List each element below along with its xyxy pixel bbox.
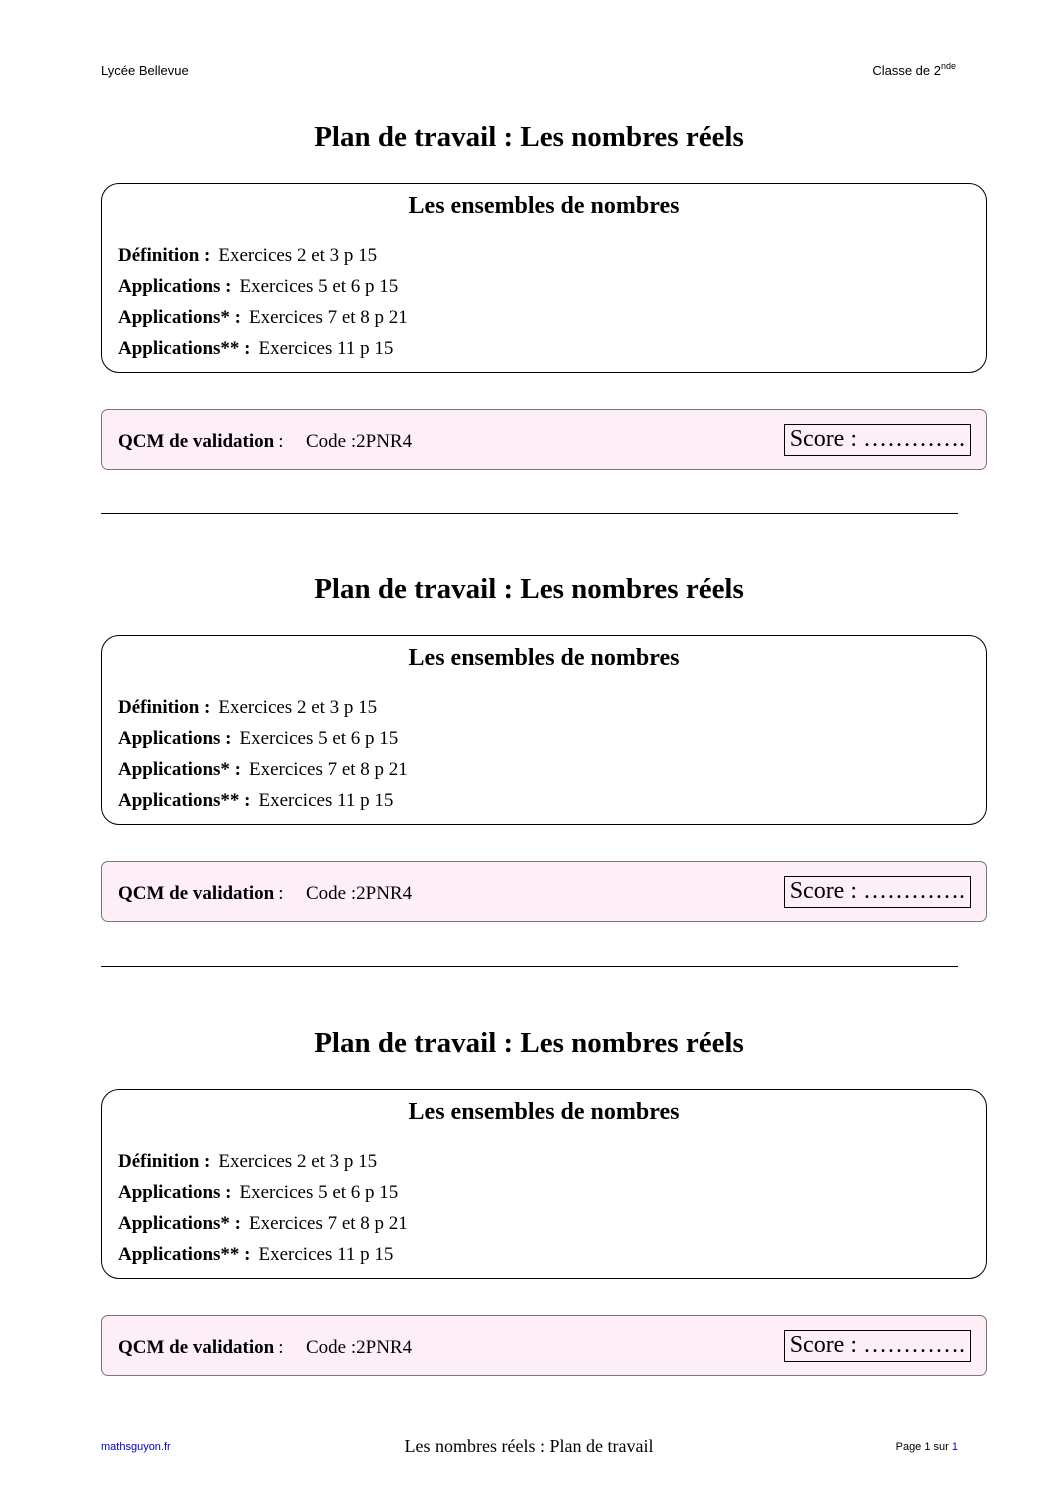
section-title: Plan de travail : Les nombres réels — [314, 573, 744, 605]
row-label: Applications** : — [118, 1244, 251, 1265]
qcm-label-text: QCM de validation — [118, 1337, 275, 1358]
exercise-row-definition — [118, 1151, 377, 1173]
exercise-box — [101, 183, 987, 373]
row-text: Exercices 7 et 8 p 21 — [249, 1213, 408, 1234]
box-title: Les ensembles de nombres — [408, 1099, 680, 1125]
qcm-code: Code :2PNR4 — [306, 1337, 413, 1358]
score-field: Score : …………. — [784, 424, 971, 456]
row-label: Définition : — [118, 1151, 211, 1172]
row-label: Applications : — [118, 276, 232, 297]
qcm-label — [118, 883, 284, 905]
qcm-label — [118, 431, 284, 453]
page-total: 1 — [951, 1441, 958, 1453]
row-text: Exercices 2 et 3 p 15 — [218, 245, 378, 266]
exercise-box — [101, 1089, 987, 1279]
exercise-box — [101, 635, 987, 825]
qcm-label — [118, 1337, 284, 1359]
qcm-colon: : — [278, 431, 284, 452]
box-title: Les ensembles de nombres — [408, 193, 680, 219]
row-text: Exercices 2 et 3 p 15 — [218, 1151, 378, 1172]
school-name: Lycée Bellevue — [101, 63, 189, 78]
row-text: Exercices 2 et 3 p 15 — [218, 697, 378, 718]
box-title: Les ensembles de nombres — [408, 645, 680, 671]
qcm-validation-box — [101, 409, 987, 470]
footer-site-link[interactable]: mathsguyon.fr — [101, 1441, 171, 1453]
class-level-sup: nde — [940, 61, 956, 71]
exercise-row-applications-1star — [118, 307, 408, 329]
row-label: Applications** : — [118, 790, 251, 811]
exercise-row-applications-1star — [118, 759, 408, 781]
qcm-label-text: QCM de validation — [118, 431, 275, 452]
qcm-colon: : — [278, 883, 284, 904]
row-text: Exercices 11 p 15 — [258, 338, 394, 359]
class-level — [872, 63, 956, 78]
row-label: Applications : — [118, 728, 232, 749]
row-text: Exercices 7 et 8 p 21 — [249, 307, 408, 328]
exercise-row-definition — [118, 245, 377, 267]
qcm-code: Code :2PNR4 — [306, 431, 413, 452]
row-label: Applications* : — [118, 759, 241, 780]
qcm-validation-box — [101, 861, 987, 922]
row-label: Applications** : — [118, 338, 251, 359]
page-number-prefix: Page 1 sur — [895, 1441, 952, 1453]
class-level-text: Classe de 2 — [872, 63, 941, 78]
page-number — [896, 1441, 958, 1453]
section-separator — [101, 513, 958, 514]
row-text: Exercices 5 et 6 p 15 — [239, 1182, 399, 1203]
section-title: Plan de travail : Les nombres réels — [314, 121, 744, 153]
score-field: Score : …………. — [784, 876, 971, 908]
exercise-row-applications-2star — [118, 1244, 393, 1266]
qcm-validation-box — [101, 1315, 987, 1376]
qcm-colon: : — [278, 1337, 284, 1358]
exercise-row-applications — [118, 728, 398, 750]
row-text: Exercices 5 et 6 p 15 — [239, 276, 399, 297]
exercise-row-applications-2star — [118, 338, 393, 360]
footer-title: Les nombres réels : Plan de travail — [404, 1436, 654, 1456]
row-label: Définition : — [118, 697, 211, 718]
row-label: Définition : — [118, 245, 211, 266]
score-field: Score : …………. — [784, 1330, 971, 1362]
row-text: Exercices 11 p 15 — [258, 790, 394, 811]
row-label: Applications* : — [118, 307, 241, 328]
exercise-row-applications-1star — [118, 1213, 408, 1235]
row-label: Applications : — [118, 1182, 232, 1203]
exercise-row-applications — [118, 276, 398, 298]
row-text: Exercices 11 p 15 — [258, 1244, 394, 1265]
section-title: Plan de travail : Les nombres réels — [314, 1027, 744, 1059]
row-text: Exercices 7 et 8 p 21 — [249, 759, 408, 780]
qcm-code: Code :2PNR4 — [306, 883, 413, 904]
row-text: Exercices 5 et 6 p 15 — [239, 728, 399, 749]
row-label: Applications* : — [118, 1213, 241, 1234]
section-separator — [101, 966, 958, 967]
exercise-row-applications-2star — [118, 790, 393, 812]
exercise-row-applications — [118, 1182, 398, 1204]
qcm-label-text: QCM de validation — [118, 883, 275, 904]
exercise-row-definition — [118, 697, 377, 719]
